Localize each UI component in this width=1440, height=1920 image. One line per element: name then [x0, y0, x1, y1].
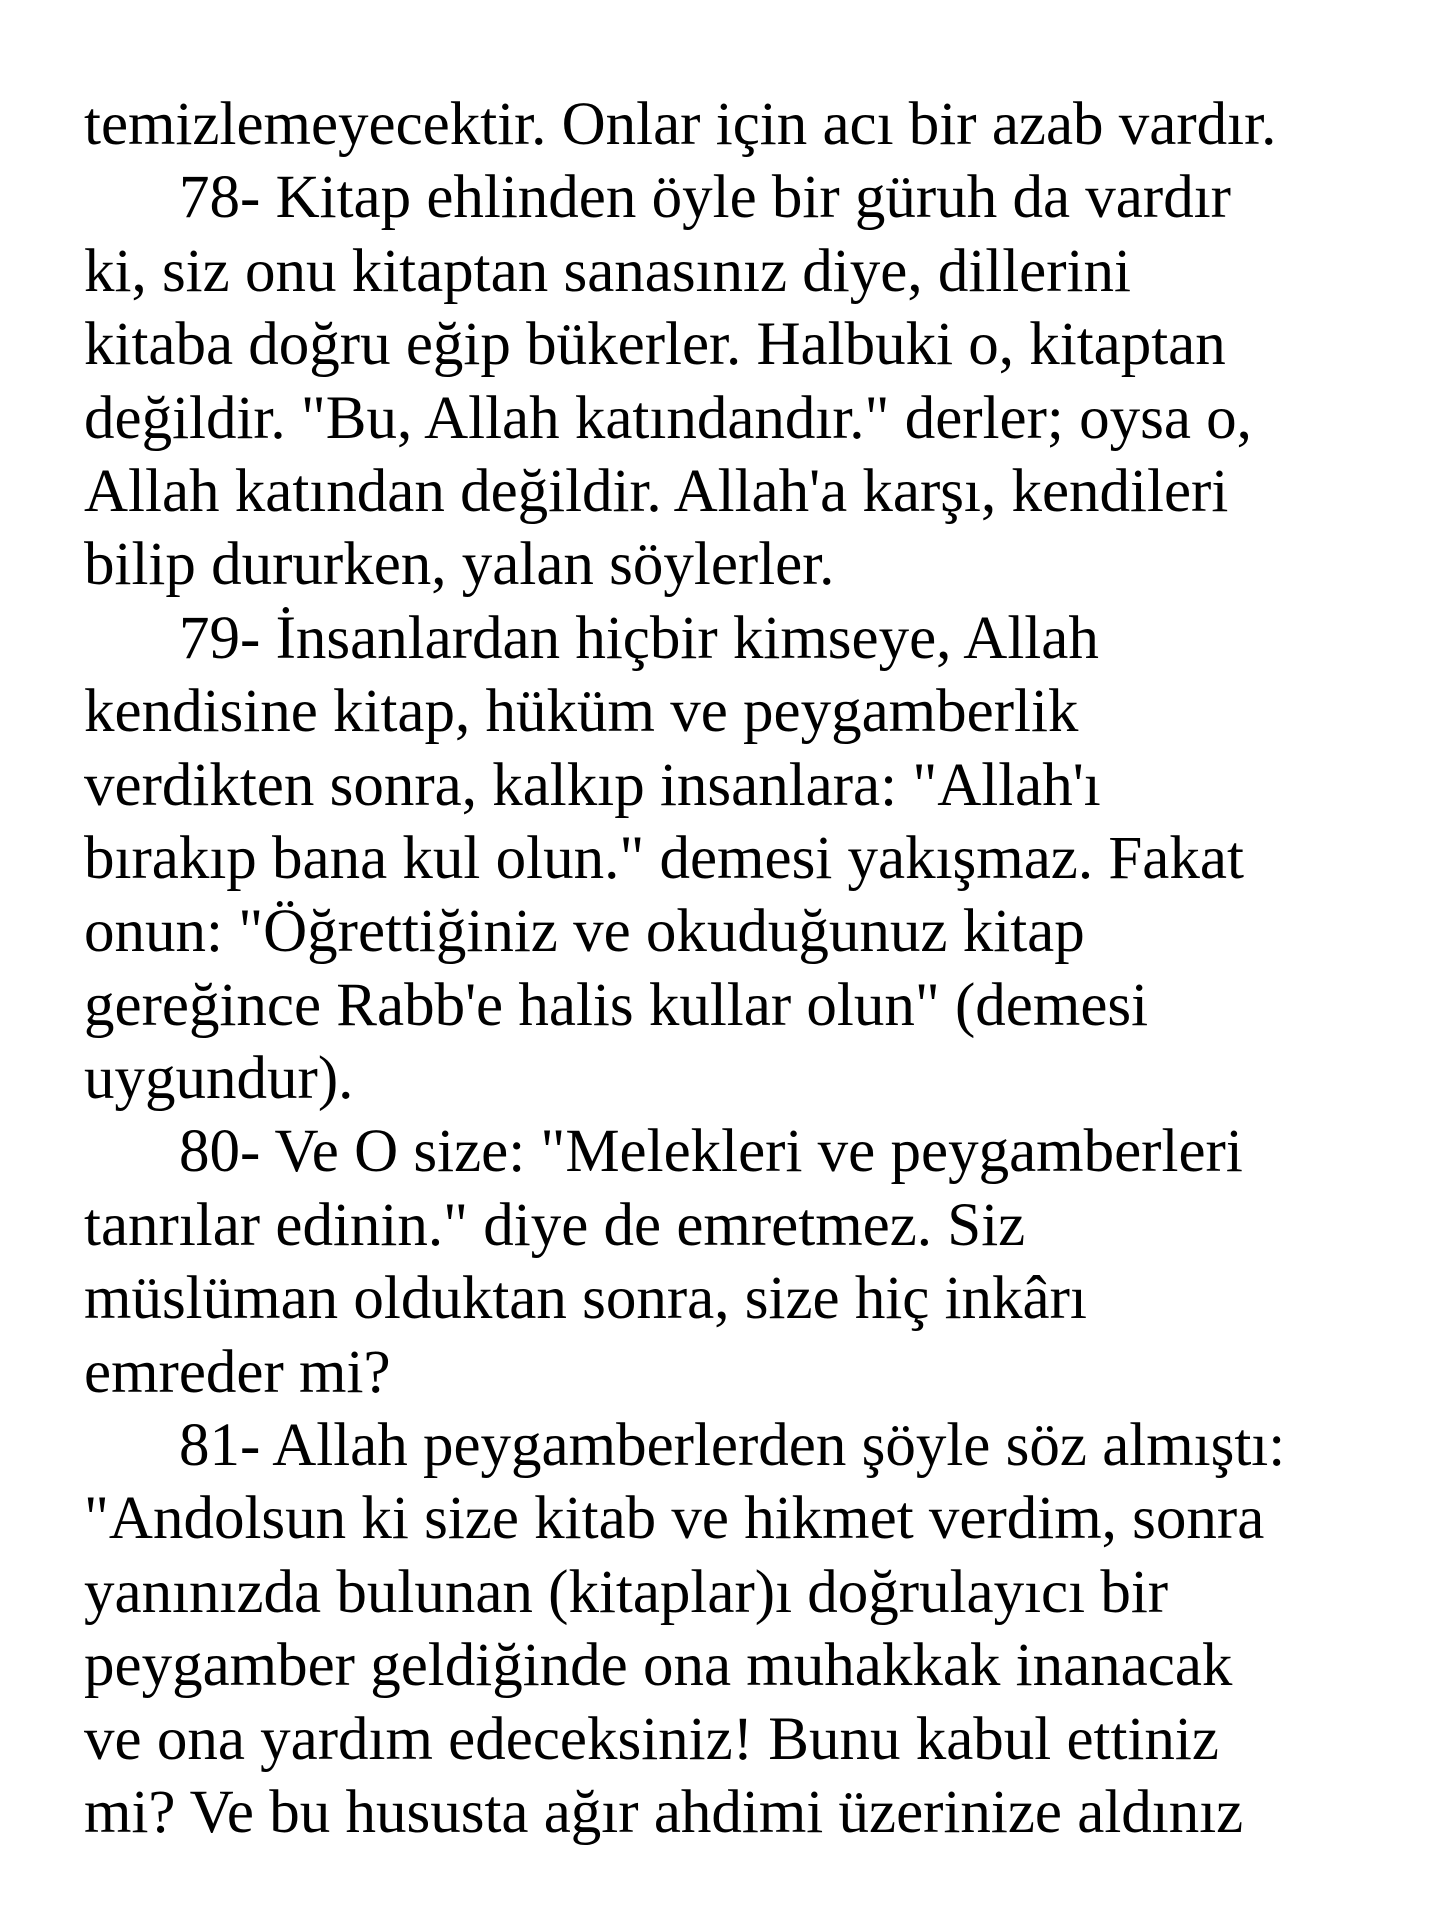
text-line: bilip dururken, yalan söylerler.: [84, 531, 835, 599]
text-line: gereğince Rabb'e halis kullar olun" (demesi: [84, 971, 1149, 1039]
document-page: [84, 88, 1404, 1849]
text-line: "Andolsun ki size kitab ve hikmet verdim, sonra: [84, 1485, 1265, 1553]
text-line: Allah katından değildir. Allah'a karşı, kendileri: [84, 457, 1229, 525]
text-line: temizlemeyecektir. Onlar için acı bir azab vardır.: [84, 91, 1277, 158]
text-line: kitaba doğru eğip bükerler. Halbuki o, kitaptan: [84, 311, 1226, 379]
text-line: bırakıp bana kul olun." demesi yakışmaz. Fakat: [84, 824, 1244, 892]
verse-81-start: 81- Allah peygamberlerden şöyle söz almıştı:: [179, 1412, 1286, 1480]
text-line: kendisine kitap, hüküm ve peygamberlik: [84, 678, 1079, 746]
verse-79-start: 79- İnsanlardan hiçbir kimseye, Allah: [179, 604, 1099, 672]
text-line: mi? Ve bu hususta ağır ahdimi üzerinize aldınız: [84, 1778, 1244, 1846]
verse-80-start: 80- Ve O size: "Melekleri ve peygamberleri: [179, 1118, 1243, 1186]
text-line: uygundur).: [84, 1045, 354, 1113]
text-line: yanınızda bulunan (kitaplar)ı doğrulayıcı bir: [84, 1558, 1169, 1626]
text-line: verdikten sonra, kalkıp insanlara: "Allah'ı: [84, 751, 1101, 819]
text-line: peygamber geldiğinde ona muhakkak inanacak: [84, 1632, 1233, 1700]
text-line: ve ona yardım edeceksiniz! Bunu kabul ettiniz: [84, 1705, 1219, 1773]
verse-78-start: 78- Kitap ehlinden öyle bir güruh da vardır: [179, 164, 1231, 232]
text-line: müslüman olduktan sonra, size hiç inkârı: [84, 1265, 1087, 1333]
text-line: emreder mi?: [84, 1338, 391, 1406]
text-line: ki, siz onu kitaptan sanasınız diye, dillerini: [84, 237, 1131, 305]
text-line: onun: "Öğrettiğiniz ve okuduğunuz kitap: [84, 898, 1085, 966]
text-line: değildir. "Bu, Allah katındandır." derler; oysa o,: [84, 384, 1252, 452]
text-line: tanrılar edinin." diye de emretmez. Siz: [84, 1191, 1026, 1259]
